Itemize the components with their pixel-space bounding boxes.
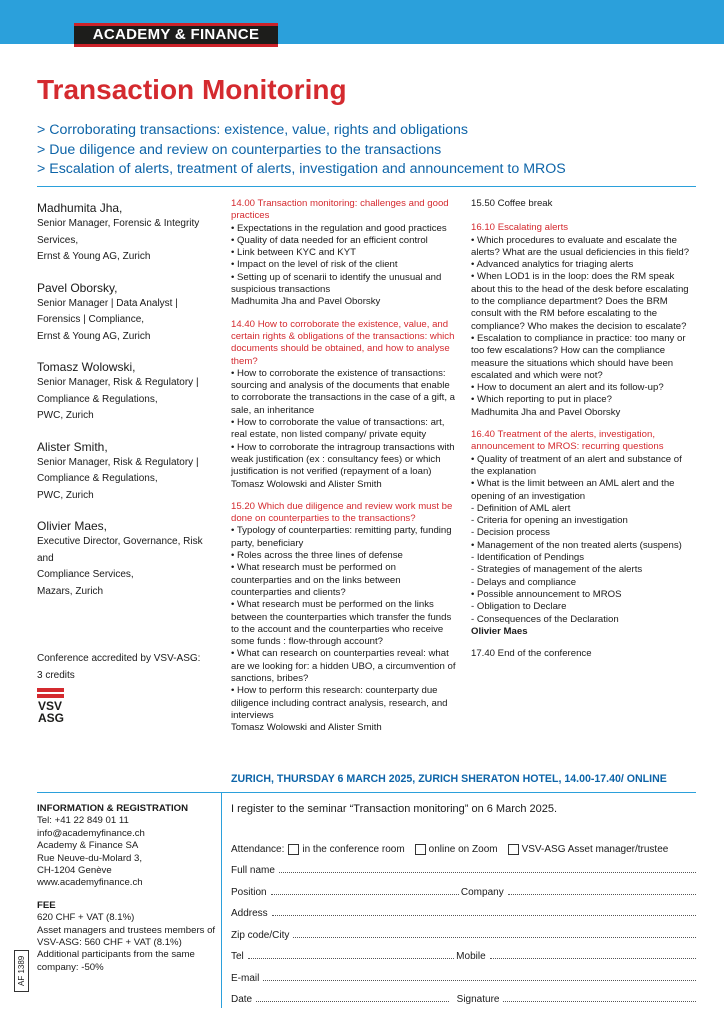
session-item: • Typology of counterparties: remitting party, funding party, beneficiary bbox=[231, 525, 452, 549]
session-item: • What can research on counterparties reveal: what are we looking for: a hidden UBO, a circumvention of sanctions, bribes? bbox=[231, 648, 456, 684]
footer-divider bbox=[37, 792, 696, 793]
speaker-role: Senior Manager, Risk & Regulatory | bbox=[37, 377, 199, 388]
session-heading bbox=[231, 501, 459, 526]
session-item: - Definition of AML alert bbox=[471, 502, 571, 514]
speaker-role: Senior Manager | Data Analyst | bbox=[37, 297, 178, 309]
registration-form bbox=[231, 803, 696, 1005]
session-title: Transaction monitoring: challenges and good practices bbox=[231, 198, 449, 222]
program-column-2 bbox=[471, 198, 696, 672]
signature-label: Signature bbox=[456, 994, 500, 1005]
session-item: - Decision process bbox=[471, 527, 550, 539]
fee-heading: FEE bbox=[37, 899, 56, 911]
session-item: • How to corroborate the existence of transactions: sourcing and analysis of the documents that enable to corroborate the transactions in the case of a gift, a sale, an inheritance bbox=[231, 367, 455, 416]
email-label: E-mail bbox=[231, 972, 260, 984]
mobile-field[interactable] bbox=[490, 957, 696, 959]
info-heading: INFORMATION & REGISTRATION bbox=[37, 803, 189, 814]
session-item: • How to document an alert and its follow-up? bbox=[471, 382, 664, 394]
speaker-role: Forensics | Compliance, bbox=[37, 314, 145, 325]
signature-field[interactable] bbox=[503, 1000, 696, 1002]
session-heading bbox=[471, 429, 696, 454]
position-company-row bbox=[231, 876, 696, 898]
session-speakers: Tomasz Wolowski and Alister Smith bbox=[231, 478, 382, 490]
session-item: • How to corroborate the value of transactions: art, real estate, non listed company/ private equity bbox=[231, 417, 445, 441]
session-item: • When LOD1 is in the loop: does the RM speak about this to the head of the desk before escalating to the compliance department? Does the BRM consult with the RM before escalating to the compliance? Who makes the decision to escalate? bbox=[471, 271, 689, 332]
fee-line: Additional participants from the same company: -50% bbox=[37, 949, 195, 973]
logo-text-vsv: VSV bbox=[38, 699, 63, 713]
session-item: • Advanced analytics for triaging alerts bbox=[471, 259, 634, 271]
attendance-room-checkbox[interactable] bbox=[288, 844, 299, 855]
full-name-label: Full name bbox=[231, 865, 275, 876]
full-name-row bbox=[231, 855, 696, 877]
company-label: Company bbox=[460, 886, 504, 898]
speaker-role: Services, bbox=[37, 234, 79, 246]
speaker-company: Mazars, Zurich bbox=[37, 585, 104, 597]
session-time: 16.40 bbox=[471, 429, 496, 441]
session-item: • What is the limit between an AML alert and the opening of an investigation bbox=[471, 478, 675, 502]
info-city: CH-1204 Genève bbox=[37, 865, 112, 877]
intro-bullet: > Corroborating transactions: existence, value, rights and obligations bbox=[37, 122, 468, 138]
full-name-field[interactable] bbox=[279, 871, 696, 873]
session-heading bbox=[471, 222, 696, 234]
session-title: Escalating alerts bbox=[497, 222, 569, 234]
page-title: Transaction Monitoring bbox=[37, 74, 347, 105]
session-time: 15.20 bbox=[231, 500, 256, 512]
session-speakers: Olivier Maes bbox=[471, 625, 528, 637]
email-field[interactable] bbox=[263, 979, 696, 981]
session-item: • Which reporting to put in place? bbox=[471, 394, 612, 406]
session-item: • How to perform this research: counterparty due diligence including contract analysis, research, and interviews bbox=[231, 685, 448, 721]
attendance-zoom-checkbox[interactable] bbox=[415, 844, 426, 855]
intro-bullets bbox=[37, 121, 566, 180]
session-title: Which due diligence and review work must be done on counterparties to the transactions? bbox=[231, 500, 453, 525]
speaker-name: Olivier Maes, bbox=[37, 519, 108, 533]
date-label: Date bbox=[231, 994, 253, 1005]
program-session bbox=[231, 501, 459, 735]
session-item: • Escalation to compliance in practice: too many or too few escalations? How can the compliance measure the situations which should have been escalated and which were not? bbox=[471, 332, 686, 381]
mobile-label: Mobile bbox=[456, 951, 486, 962]
address-row bbox=[231, 898, 696, 920]
accreditation-note bbox=[37, 651, 217, 684]
coffee-break: 15.50 Coffee break bbox=[471, 198, 553, 209]
info-registration bbox=[37, 803, 217, 974]
attendance-row bbox=[231, 833, 696, 855]
program-session bbox=[231, 319, 459, 491]
program-column-1 bbox=[231, 198, 459, 744]
session-item: • Roles across the three lines of defense bbox=[231, 550, 403, 562]
session-item: • Setting up of scenarii to identify the unusual and suspicious transactions bbox=[231, 271, 442, 296]
session-item: • Link between KYC and KYT bbox=[231, 247, 356, 259]
session-item: • Management of the non treated alerts (suspens) bbox=[471, 539, 682, 551]
end-note: 17.40 End of the conference bbox=[471, 648, 592, 660]
session-item: - Obligation to Declare bbox=[471, 601, 567, 613]
speaker-name: Tomasz Wolowski, bbox=[37, 360, 136, 374]
af-code: AF 1389 bbox=[14, 950, 29, 992]
address-label: Address bbox=[231, 908, 268, 919]
session-item: • Expectations in the regulation and good practices bbox=[231, 222, 447, 234]
session-item: • Quality of data needed for an efficient control bbox=[231, 234, 428, 246]
zip-field[interactable] bbox=[293, 936, 696, 938]
session-time: 16.10 bbox=[471, 222, 496, 234]
speaker-company: Ernst & Young AG, Zurich bbox=[37, 251, 151, 262]
tel-field[interactable] bbox=[248, 957, 454, 959]
session-speakers: Tomasz Wolowski and Alister Smith bbox=[231, 722, 382, 734]
session-title: How to corroborate the existence, value, and certain rights & obligations of the transactions: which documents should be obtained, and how to analyse them? bbox=[231, 318, 455, 367]
attendance-vsv-label: VSV-ASG Asset manager/trustee bbox=[521, 843, 669, 855]
speaker-role: Compliance Services, bbox=[37, 569, 134, 580]
info-phone: Tel: +41 22 849 01 11 bbox=[37, 815, 129, 827]
accreditation-line: Conference accredited by VSV-ASG: bbox=[37, 653, 201, 664]
fee-line: Asset managers and trustees members of VSV-ASG: 560 CHF + VAT (8.1%) bbox=[37, 924, 216, 949]
position-field[interactable] bbox=[271, 893, 459, 895]
header-divider bbox=[37, 186, 696, 187]
speaker-name: Madhumita Jha, bbox=[37, 201, 123, 215]
tel-mobile-row bbox=[231, 941, 696, 963]
session-item: • Impact on the level of risk of the client bbox=[231, 259, 398, 271]
registration-title: I register to the seminar “Transaction monitoring” on 6 March 2025. bbox=[231, 803, 558, 815]
session-item: - Criteria for opening an investigation bbox=[471, 515, 628, 527]
speaker-company: Ernst & Young AG, Zurich bbox=[37, 330, 151, 342]
info-website-link[interactable]: www.academyfinance.ch bbox=[37, 877, 143, 889]
session-item: • Which procedures to evaluate and escalate the alerts? What are the usual deficiencies in this field? bbox=[471, 234, 690, 258]
program-session bbox=[471, 222, 696, 419]
position-label: Position bbox=[231, 886, 267, 898]
attendance-label: Attendance: bbox=[231, 843, 285, 855]
tel-label: Tel bbox=[231, 951, 244, 962]
session-speakers: Madhumita Jha and Pavel Oborsky bbox=[471, 406, 621, 418]
address-field[interactable] bbox=[272, 914, 696, 916]
session-item: - Strategies of management of the alerts bbox=[471, 564, 643, 576]
session-speakers: Madhumita Jha and Pavel Oborsky bbox=[231, 296, 381, 308]
session-item: • Possible announcement to MROS bbox=[471, 588, 622, 600]
fee-line: 620 CHF + VAT (8.1%) bbox=[37, 912, 135, 924]
accreditation-credits: 3 credits bbox=[37, 669, 75, 681]
zip-row bbox=[231, 919, 696, 941]
logo-text-asg: ASG bbox=[38, 711, 65, 724]
program-session bbox=[471, 429, 696, 638]
session-item: • What research must be performed on counterparties and on the links between counterparties and clients? bbox=[231, 562, 401, 598]
event-date-line: ZURICH, THURSDAY 6 MARCH 2025, ZURICH SHERATON HOTEL, 14.00-17.40/ ONLINE bbox=[231, 773, 667, 785]
session-item: • Quality of treatment of an alert and substance of the explanation bbox=[471, 453, 682, 477]
attendance-room-label: in the conference room bbox=[302, 843, 405, 855]
intro-bullet: > Escalation of alerts, treatment of alerts, investigation and announcement to MROS bbox=[37, 161, 566, 178]
attendance-vsv-checkbox[interactable] bbox=[508, 844, 519, 855]
session-heading bbox=[231, 198, 459, 223]
session-heading bbox=[231, 319, 459, 368]
session-title: Treatment of the alerts, investigation, announcement to MROS: recurring questions bbox=[471, 429, 664, 453]
session-item: • What research must be performed on the links between the counterparties which transfer the funds to the account and the counterparties who receive some funds : flow-through account? bbox=[231, 599, 452, 648]
info-street: Rue Neuve-du-Molard 3, bbox=[37, 852, 143, 864]
info-company: Academy & Finance SA bbox=[37, 840, 139, 852]
session-time: 14.00 bbox=[231, 198, 256, 209]
speaker-name: Alister Smith, bbox=[37, 439, 108, 454]
speaker-role: Senior Manager, Risk & Regulatory | bbox=[37, 456, 199, 468]
speaker-role: Executive Director, Governance, Risk and bbox=[37, 536, 203, 564]
brand-logo: ACADEMY & FINANCE bbox=[74, 23, 278, 47]
session-item: - Consequences of the Declaration bbox=[471, 613, 619, 625]
speaker-company: PWC, Zurich bbox=[37, 489, 94, 501]
speaker-name: Pavel Oborsky, bbox=[37, 280, 118, 295]
intro-bullet: > Due diligence and review on counterparties to the transactions bbox=[37, 141, 442, 158]
session-item: • How to corroborate the intragroup transactions with weak justification (ex : consultancy fees) or which justification is not verified (repayment of a loan) bbox=[231, 441, 455, 478]
date-signature-row bbox=[231, 984, 696, 1006]
speaker-list bbox=[37, 200, 222, 600]
zip-label: Zip code/City bbox=[231, 929, 290, 941]
speaker-company: PWC, Zurich bbox=[37, 410, 94, 421]
speaker-role: Senior Manager, Forensic & Integrity bbox=[37, 218, 200, 229]
session-item: - Delays and compliance bbox=[471, 576, 577, 588]
speaker-role: Compliance & Regulations, bbox=[37, 393, 158, 405]
company-field[interactable] bbox=[508, 893, 696, 895]
program-session bbox=[231, 198, 459, 309]
info-email-link[interactable]: info@academyfinance.ch bbox=[37, 827, 145, 839]
session-item: - Identification of Pendings bbox=[471, 552, 585, 564]
session-time: 14.40 bbox=[231, 318, 256, 330]
attendance-zoom-label: online on Zoom bbox=[428, 843, 498, 855]
vsv-asg-logo bbox=[37, 688, 97, 724]
footer-column-divider bbox=[221, 793, 222, 1008]
email-row bbox=[231, 962, 696, 984]
date-field[interactable] bbox=[256, 1000, 449, 1002]
speaker-role: Compliance & Regulations, bbox=[37, 473, 158, 484]
